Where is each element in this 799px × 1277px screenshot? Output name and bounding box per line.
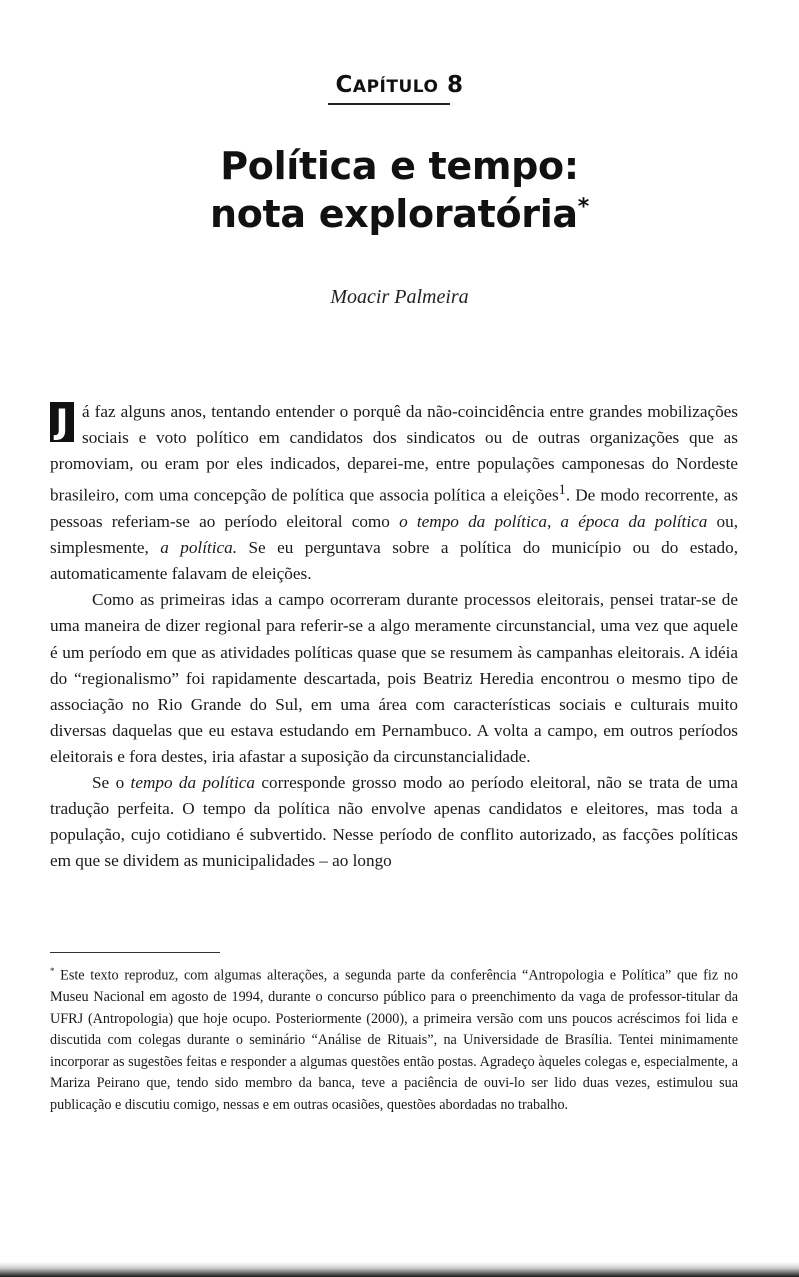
footnote	[50, 961, 738, 1116]
paragraph-1-emphasis-2: a política.	[160, 538, 238, 558]
footnote-paragraph	[50, 961, 738, 1116]
paragraph-1-part-2: . De modo recorrente, as pessoas referiam-se ao período eleitoral como	[50, 486, 738, 532]
paragraph-1-emphasis-1: o tempo da política, a época da política	[399, 512, 708, 532]
chapter-heading-initial: C	[335, 72, 353, 98]
page-bottom-edge	[0, 1262, 799, 1277]
paragraph-1-part-4: Se eu perguntava sobre a política do município ou do estado, automaticamente falavam de eleições.	[50, 538, 738, 584]
author-name: Moacir Palmeira	[330, 286, 469, 308]
body-text	[50, 399, 738, 874]
chapter-underline	[328, 103, 450, 105]
drop-cap: J	[50, 402, 74, 442]
chapter-title	[0, 142, 799, 238]
title-footnote-marker: *	[577, 194, 589, 220]
paragraph-1	[50, 399, 738, 587]
paragraph-1-part-1: á faz alguns anos, tentando entender o porquê da não-coincidência entre grandes mobilizações sociais e voto político em candidatos dos sindicatos ou de outras organizações que as promoviam, ou eram por eles indicados, deparei-me, entre populações camponesas do Nordeste brasileiro, com uma concepção de política que associa política a eleições	[50, 402, 738, 506]
chapter-heading-rest: APÍTULO	[352, 77, 439, 97]
footnote-marker: *	[50, 966, 55, 976]
paragraph-3-emphasis: tempo da política	[130, 773, 256, 793]
paragraph-3-part-1: Se o	[92, 773, 131, 793]
paragraph-3	[50, 770, 738, 874]
chapter-title-line-1: Política e tempo:	[220, 144, 579, 188]
chapter-heading	[0, 72, 799, 98]
paragraph-1-part-3: ou, simplesmente,	[50, 512, 738, 558]
chapter-title-line-2-text: nota exploratória	[210, 192, 578, 236]
footnote-reference-1: 1	[558, 482, 566, 499]
footnote-separator	[50, 952, 220, 953]
paragraph-2: Como as primeiras idas a campo ocorreram durante processos eleitorais, pensei tratar-se de uma maneira de dizer regional para referir-se a algo meramente circunstancial, uma vez que aquele é um período em que as atividades políticas quase que se resumem às campanhas eleitorais. A idéia do “regionalismo” foi rapidamente descartada, pois Beatriz Heredia encontrou o mesmo tipo de associação no Rio Grande do Sul, em uma área com características sociais e culturais muito diversas daquelas que eu estava estudando em Pernambuco. A volta a campo, em outros períodos eleitorais e fora destes, iria afastar a suposição da circunstancialidade.	[50, 590, 738, 766]
paragraph-3-part-2: corresponde grosso modo ao período eleitoral, não se trata de uma tradução perfeita. O tempo da política não envolve apenas candidatos e eleitores, mas toda a população, cujo cotidiano é subvertido. Nesse período de conflito autorizado, as facções políticas em que se dividem as municipalidades – ao longo	[50, 773, 739, 871]
footnote-text: Este texto reproduz, com algumas alterações, a segunda parte da conferência “Antropologia e Política” que fiz no Museu Nacional em agosto de 1994, durante o concurso público para o preenchimento da vaga de professor-titular da UFRJ (Antropologia) que hoje ocupo. Posteriormente (2000), a primeira versão com uns poucos acréscimos foi lida e discutida com colegas durante o seminário “Análise de Rituais”, na Universidade de Brasília. Tentei minimamente incorporar as sugestões feitas e responder a algumas questões então postas. Agradeço àqueles colegas e, especialmente, a Mariza Peirano que, tendo sido membro da banca, teve a paciência de ouvi-lo ser lido duas vezes, estimulou sua publicação e discutiu comigo, nessas e em outras ocasiões, questões abordadas no trabalho.	[50, 967, 738, 1113]
chapter-number: 8	[446, 72, 464, 98]
chapter-title-line-2	[0, 190, 799, 238]
